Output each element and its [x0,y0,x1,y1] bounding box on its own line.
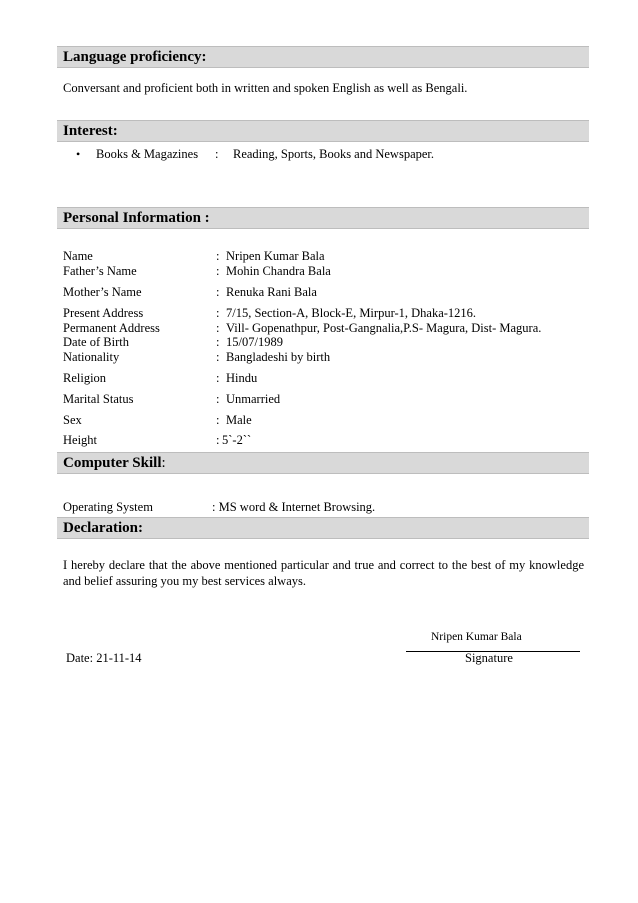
info-colon: : [216,249,220,263]
language-text: Conversant and proficient both in written and spoken English as well as Bengali. [63,81,468,95]
declaration-section-header [57,517,589,539]
info-value-sex: Male [226,413,252,427]
language-heading: Language proficiency: [63,49,207,65]
info-colon: : [216,392,220,406]
date-text: Date: 21-11-14 [66,651,142,665]
interest-heading: Interest: [63,123,118,139]
info-value-mother: Renuka Rani Bala [226,285,317,299]
info-value-father: Mohin Chandra Bala [226,264,331,278]
info-colon: : [216,413,220,427]
personal-heading: Personal Information : [63,210,210,226]
info-label-height: Height [63,433,98,447]
computer-value: : MS word & Internet Browsing. [212,500,376,514]
computer-heading: Computer Skill: [63,455,166,471]
info-label-mother: Mother’s Name [63,285,142,299]
info-value-nationality: Bangladeshi by birth [226,350,331,364]
info-label-name: Name [63,249,93,263]
info-label-marital-status: Marital Status [63,392,134,406]
info-colon: : [216,371,220,385]
info-value-religion: Hindu [226,371,258,385]
signature-label: Signature [465,651,513,665]
info-value-height: 5`-2`` [222,433,252,447]
info-label-father: Father’s Name [63,264,137,278]
interest-label: Books & Magazines [96,147,199,161]
language-section-header [57,46,589,68]
info-label-nationality: Nationality [63,350,120,364]
info-value-marital-status: Unmarried [226,392,281,406]
interest-value: Reading, Sports, Books and Newspaper. [233,147,435,161]
info-colon: : [216,321,220,335]
info-colon: : [216,350,220,364]
info-label-religion: Religion [63,371,107,385]
bullet-icon: • [76,147,81,161]
info-colon: : [216,433,220,447]
info-value-dob: 15/07/1989 [226,335,283,349]
info-value-present-address: 7/15, Section-A, Block-E, Mirpur-1, Dhaka-1216. [226,306,477,320]
info-label-present-address: Present Address [63,306,144,320]
info-label-dob: Date of Birth [63,335,129,349]
interest-section-header [57,120,589,142]
signature-name: Nripen Kumar Bala [431,631,522,643]
info-colon: : [216,285,220,299]
info-colon: : [216,306,220,320]
info-label-permanent-address: Permanent Address [63,321,160,335]
info-colon: : [216,335,220,349]
declaration-heading: Declaration: [63,520,143,536]
computer-label: Operating System [63,500,153,514]
info-label-sex: Sex [63,413,82,427]
info-colon: : [216,264,220,278]
computer-section-header [57,452,589,474]
declaration-text: I hereby declare that the above mentioned particular and true and correct to the best of my knowledge and belief assuring you my best services always. [63,558,584,588]
personal-section-header [57,207,589,229]
info-value-name: Nripen Kumar Bala [226,249,325,263]
info-value-permanent-address: Vill- Gopenathpur, Post-Gangnalia,P.S- Magura, Dist- Magura. [226,321,542,335]
interest-colon: : [215,147,219,161]
